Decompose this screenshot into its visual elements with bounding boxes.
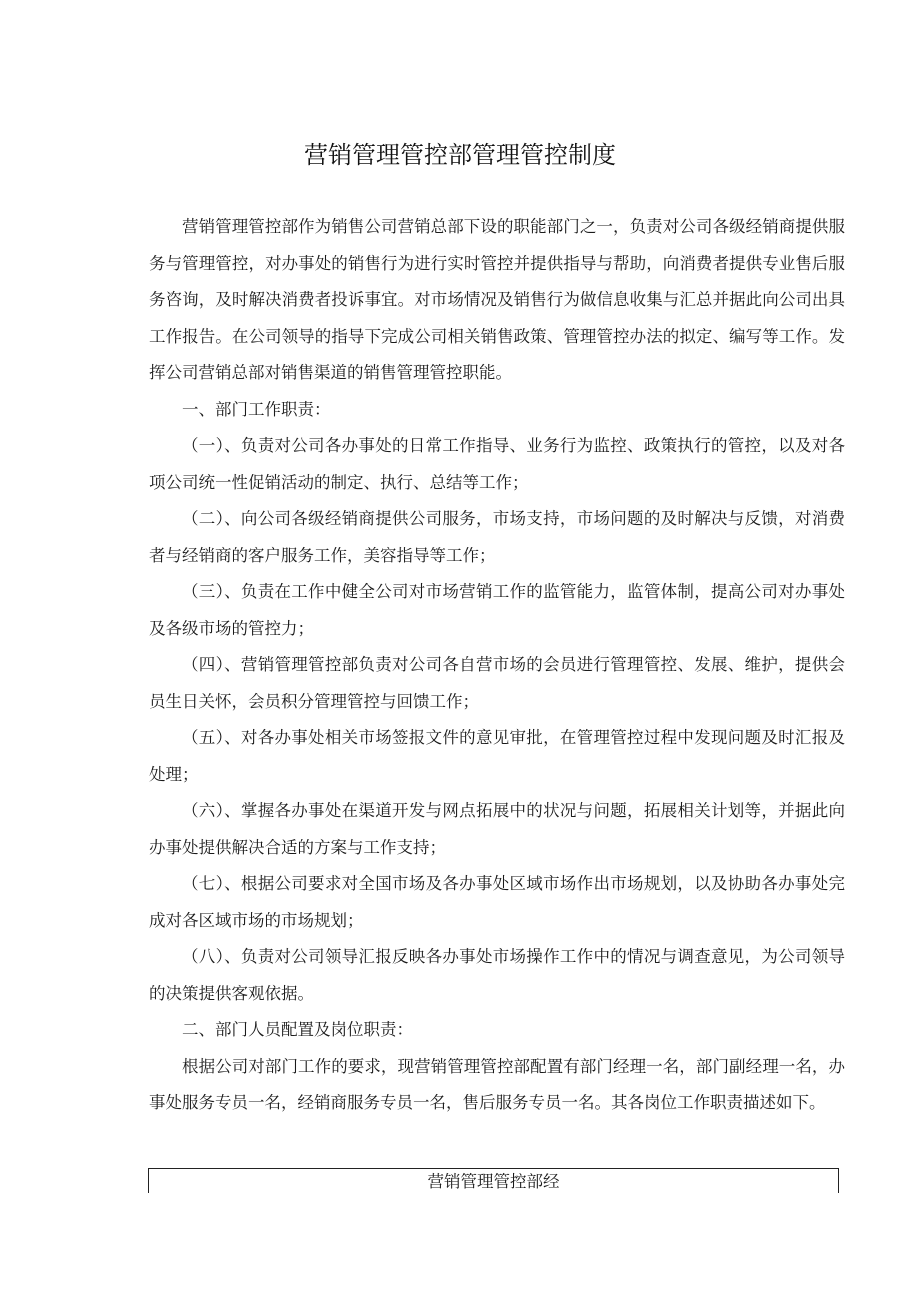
- duty-item-8: （八）、负责对公司领导汇报反映各办事处市场操作工作中的情况与调查意见，为公司领导的决策提供客观依据。: [149, 947, 845, 1003]
- document-title: 营销管理管控部管理管控制度: [304, 141, 616, 169]
- document-body: [149, 209, 845, 1122]
- section-2-paragraph: 根据公司对部门工作的要求，现营销管理管控部配置有部门经理一名，部门副经理一名，办事处服务专员一名，经销商服务专员一名，售后服务专员一名。其各岗位工作职责描述如下。: [149, 1056, 845, 1112]
- table-header-cell: 营销管理管控部经: [427, 1172, 560, 1191]
- duty-item-4: （四）、营销管理管控部负责对公司各自营市场的会员进行管理管控、发展、维护，提供会员生日关怀，会员积分管理管控与回馈工作；: [149, 655, 845, 711]
- duty-item-5: （五）、对各办事处相关市场签报文件的意见审批，在管理管控过程中发现问题及时汇报及处理；: [149, 728, 845, 784]
- section-1-heading: 一、部门工作职责：: [182, 399, 331, 419]
- intro-paragraph: 营销管理管控部作为销售公司营销总部下设的职能部门之一，负责对公司各级经销商提供服务与管理管控，对办事处的销售行为进行实时管控并提供指导与帮助，向消费者提供专业售后服务咨询，及时解决消费者投诉事宜。对市场情况及销售行为做信息收集与汇总并据此向公司出具工作报告。在公司领导的指导下完成公司相关销售政策、管理管控办法的拟定、编写等工作。发挥公司营销总部对销售渠道的销售管理管控职能。: [149, 217, 845, 382]
- position-table: [148, 1168, 839, 1193]
- duty-item-7: （七）、根据公司要求对全国市场及各办事处区域市场作出市场规划，以及协助各办事处完成对各区域市场的市场规划；: [149, 874, 845, 930]
- duty-item-3: （三）、负责在工作中健全公司对市场营销工作的监管能力，监管体制，提高公司对办事处及各级市场的管控力；: [149, 582, 845, 638]
- section-2-heading: 二、部门人员配置及岗位职责：: [182, 1020, 413, 1039]
- duty-item-6: （六）、掌握各办事处在渠道开发与网点拓展中的状况与问题，拓展相关计划等，并据此向办事处提供解决合适的方案与工作支持；: [149, 801, 845, 857]
- duty-item-2: （二）、向公司各级经销商提供公司服务，市场支持，市场问题的及时解决与反馈，对消费者与经销商的客户服务工作，美容指导等工作；: [149, 509, 845, 565]
- duty-item-1: （一）、负责对公司各办事处的日常工作指导、业务行为监控、政策执行的管控，以及对各项公司统一性促销活动的制定、执行、总结等工作；: [149, 436, 845, 492]
